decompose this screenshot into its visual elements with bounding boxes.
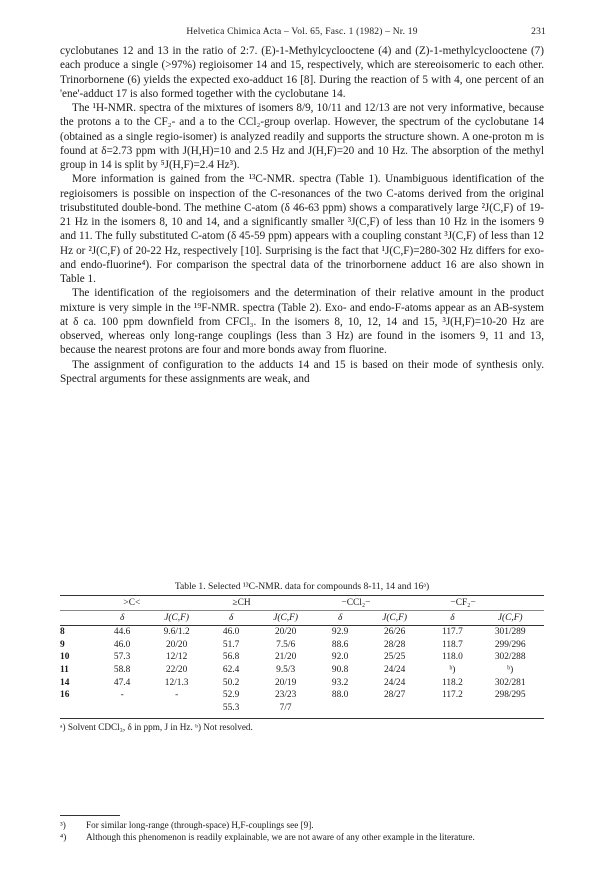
table-cell: 7/7 — [279, 702, 292, 713]
table-cell: 52.9 — [222, 690, 240, 701]
col-delta: δ — [101, 611, 142, 626]
table-cell: 24/24 — [383, 677, 406, 688]
table-cell: 117.2 — [442, 690, 463, 701]
footnote-divider — [60, 815, 120, 816]
compound-number: 11 — [60, 665, 69, 676]
group-ccl2: −CCl₂− — [319, 596, 428, 611]
footnote-text: For similar long-range (through-space) H,F-couplings see [9]. — [86, 820, 314, 830]
table-row — [60, 664, 544, 677]
footnote-text: Although this phenomenon is readily explainable, we are not aware of any other example in the literature. — [86, 831, 475, 842]
table-cell: 50.2 — [222, 677, 240, 688]
table-cell: 28/28 — [383, 639, 406, 650]
table-cell: 9.5/3 — [276, 665, 296, 676]
col-delta: δ — [210, 611, 251, 626]
group-cf2: −CF₂− — [428, 596, 544, 611]
table-cell: 117.7 — [442, 627, 463, 638]
table-cell: 301/289 — [494, 627, 526, 638]
table-cell: 51.7 — [222, 639, 240, 650]
table-row — [60, 651, 544, 664]
table-cell: 22/20 — [165, 665, 188, 676]
table-cell: 93.2 — [331, 677, 349, 688]
table-cell: 302/281 — [494, 677, 526, 688]
running-title: Helvetica Chimica Acta – Vol. 65, Fasc. 1 (1982) – Nr. 19 — [186, 27, 418, 37]
table-cell: 20/20 — [274, 627, 297, 638]
table-cell: 90.8 — [331, 665, 349, 676]
body-text — [60, 44, 544, 386]
page-footnotes — [60, 815, 544, 843]
compound-number: 10 — [60, 652, 70, 663]
table-cell: 58.8 — [113, 665, 131, 676]
compound-number: 14 — [60, 677, 70, 688]
table-cell: 26/26 — [383, 627, 406, 638]
table-cell: 28/27 — [383, 690, 406, 701]
table-row — [60, 626, 544, 639]
table-cell: ᵇ) — [507, 665, 514, 676]
table-cell: 23/23 — [274, 690, 297, 701]
compound-number: 16 — [60, 690, 70, 701]
table-cell: 25/25 — [383, 652, 406, 663]
table-cell: 92.0 — [331, 652, 349, 663]
table-cell: 118.2 — [442, 677, 463, 688]
col-jcf: J(C,F) — [252, 611, 320, 626]
table-cell: 24/24 — [383, 665, 406, 676]
table-cell: 9.6/1.2 — [163, 627, 190, 638]
table-cell: 12/1.3 — [164, 677, 189, 688]
footnote-3 — [60, 820, 544, 832]
table-cell: 299/296 — [494, 639, 526, 650]
footnote-mark: ⁴) — [60, 831, 67, 842]
table-cell: ᵇ) — [449, 665, 456, 676]
paragraph-4: The identification of the regioisomers and the determination of their relative amount in the product mixture is very simple in the ¹⁹F-NMR. spectra (Table 2). Exo- and endo-F-atoms appear as an AB-system at δ ca. 100 ppm downfield from CFCl₃. In the isomers 8, 10, 12, 14 and 15, ³J(H,F)=10-20 Hz are observed, whereas only long-range couplings (less than 3 Hz) are found in the isomers 9, 11 and 13, because the nearest protons are four and more bonds away from fluorine. — [60, 287, 544, 357]
col-jcf: J(C,F) — [143, 611, 211, 626]
paragraph-1: cyclobutanes 12 and 13 in the ratio of 2:7. (E)-1-Methylcyclooctene (4) and (Z)-1-methylcyclooctene (7) each produce a single (>97%) regioisomer 14 and 15, respectively, which are stereoisomeric to each other. Trinorbornene (6) yields the expected exo-adduct 16 [8]. During the reaction of 5 with 4, one percent of an 'ene'-adduct 17 is also formed together with the cyclobutane 14. — [60, 45, 544, 100]
table-cell: - — [120, 690, 124, 701]
table-footnote: ᵃ) Solvent CDCl₃, δ in ppm, J in Hz. ᵇ) Not resolved. — [60, 718, 544, 732]
group-quaternary-carbon: >C< — [101, 596, 210, 611]
paragraph-2: The ¹H-NMR. spectra of the mixtures of isomers 8/9, 10/11 and 12/13 are not very informative, because the protons a to the CF₂- and a to the CCl₂-group overlap. However, the spectrum of the cyclobutane 14 (obtained as a single regio-isomer) is analyzed readily and supports the structure shown. A one-proton m is found at δ=2.73 ppm with J(H,H)=10 and 2.5 Hz and J(H,F)=20 and 10 Hz. The absorption of the methyl group in 14 is split by ⁵J(H,F)=2.4 Hz³). — [60, 102, 544, 171]
table-cell: 20/20 — [165, 639, 188, 650]
footnote-4 — [60, 832, 544, 844]
compound-number: 8 — [60, 627, 65, 638]
running-header — [60, 27, 544, 37]
table-cell: 7.5/6 — [276, 639, 296, 650]
nmr-data-table — [60, 581, 544, 732]
table-cell: 118.7 — [442, 639, 463, 650]
col-delta: δ — [319, 611, 360, 626]
compound-number: 9 — [60, 639, 65, 650]
table-row — [60, 702, 544, 715]
table-cell — [361, 702, 429, 715]
table-cell — [319, 702, 360, 715]
table-cell: 21/20 — [274, 652, 297, 663]
table-cell: - — [175, 690, 179, 701]
table-cell: 118.0 — [442, 652, 463, 663]
table-cell: 57.3 — [113, 652, 131, 663]
table-cell: 298/295 — [494, 690, 526, 701]
table-cell: 12/12 — [165, 652, 188, 663]
table-row — [60, 689, 544, 702]
col-delta: δ — [428, 611, 476, 626]
table-cell: 55.3 — [222, 702, 240, 713]
col-jcf: J(C,F) — [476, 611, 544, 626]
footnote-mark: ³) — [60, 820, 66, 830]
table-cell — [476, 702, 544, 715]
table-cell: 62.4 — [222, 665, 240, 676]
paragraph-3: More information is gained from the ¹³C-NMR. spectra (Table 1). Unambiguous identification of the regioisomers is possible on inspection of the C-resonances of the two C-atoms derived from the original trisubstituted double-bond. The methine C-atom (δ 46-63 ppm) shows a comparatively large ²J(C,F) of 19-21 Hz in the isomers 8, 10 and 14, and a significantly smaller ³J(C,F) of less than 10 Hz in the isomers 9 and 11. The fully substituted C-atom (δ 45-59 ppm) appears with a coupling constant ³J(C,F) of less than 12 Hz or ²J(C,F) of 20-22 Hz, respectively [10]. Surprising is the fact that ¹J(C,F)=280-302 Hz differs for exo- and endo-fluorine⁴). For comparison the spectral data of the trinorbornene adduct 16 are also shown in Table 1. — [60, 173, 544, 285]
table-cell: 44.6 — [113, 627, 131, 638]
table-cell: 92.9 — [331, 627, 349, 638]
table-cell — [101, 702, 142, 715]
paragraph-5: The assignment of configuration to the adducts 14 and 15 is based on their mode of synthesis only. Spectral arguments for these assignments are weak, and — [60, 358, 544, 385]
table-cell: 302/288 — [494, 652, 526, 663]
col-jcf: J(C,F) — [361, 611, 429, 626]
table-cell: 46.0 — [222, 627, 240, 638]
table-cell: 20/19 — [274, 677, 297, 688]
table-cell: 88.6 — [331, 639, 349, 650]
table-row — [60, 676, 544, 689]
table-group-header — [60, 596, 544, 611]
table-cell — [143, 702, 211, 715]
table-cell: 47.4 — [113, 677, 131, 688]
table-cell: 46.0 — [113, 639, 131, 650]
table-cell — [428, 702, 476, 715]
table-caption: Table 1. Selected ¹³C-NMR. data for compounds 8-11, 14 and 16ᵃ) — [174, 581, 430, 592]
group-methine-carbon: ≥CH — [210, 596, 319, 611]
compound-number — [60, 702, 101, 715]
table-cell: 88.0 — [331, 690, 349, 701]
table-row — [60, 639, 544, 652]
page-number: 231 — [531, 27, 546, 37]
table-cell: 56.8 — [222, 652, 240, 663]
table-sub-header — [60, 611, 544, 626]
